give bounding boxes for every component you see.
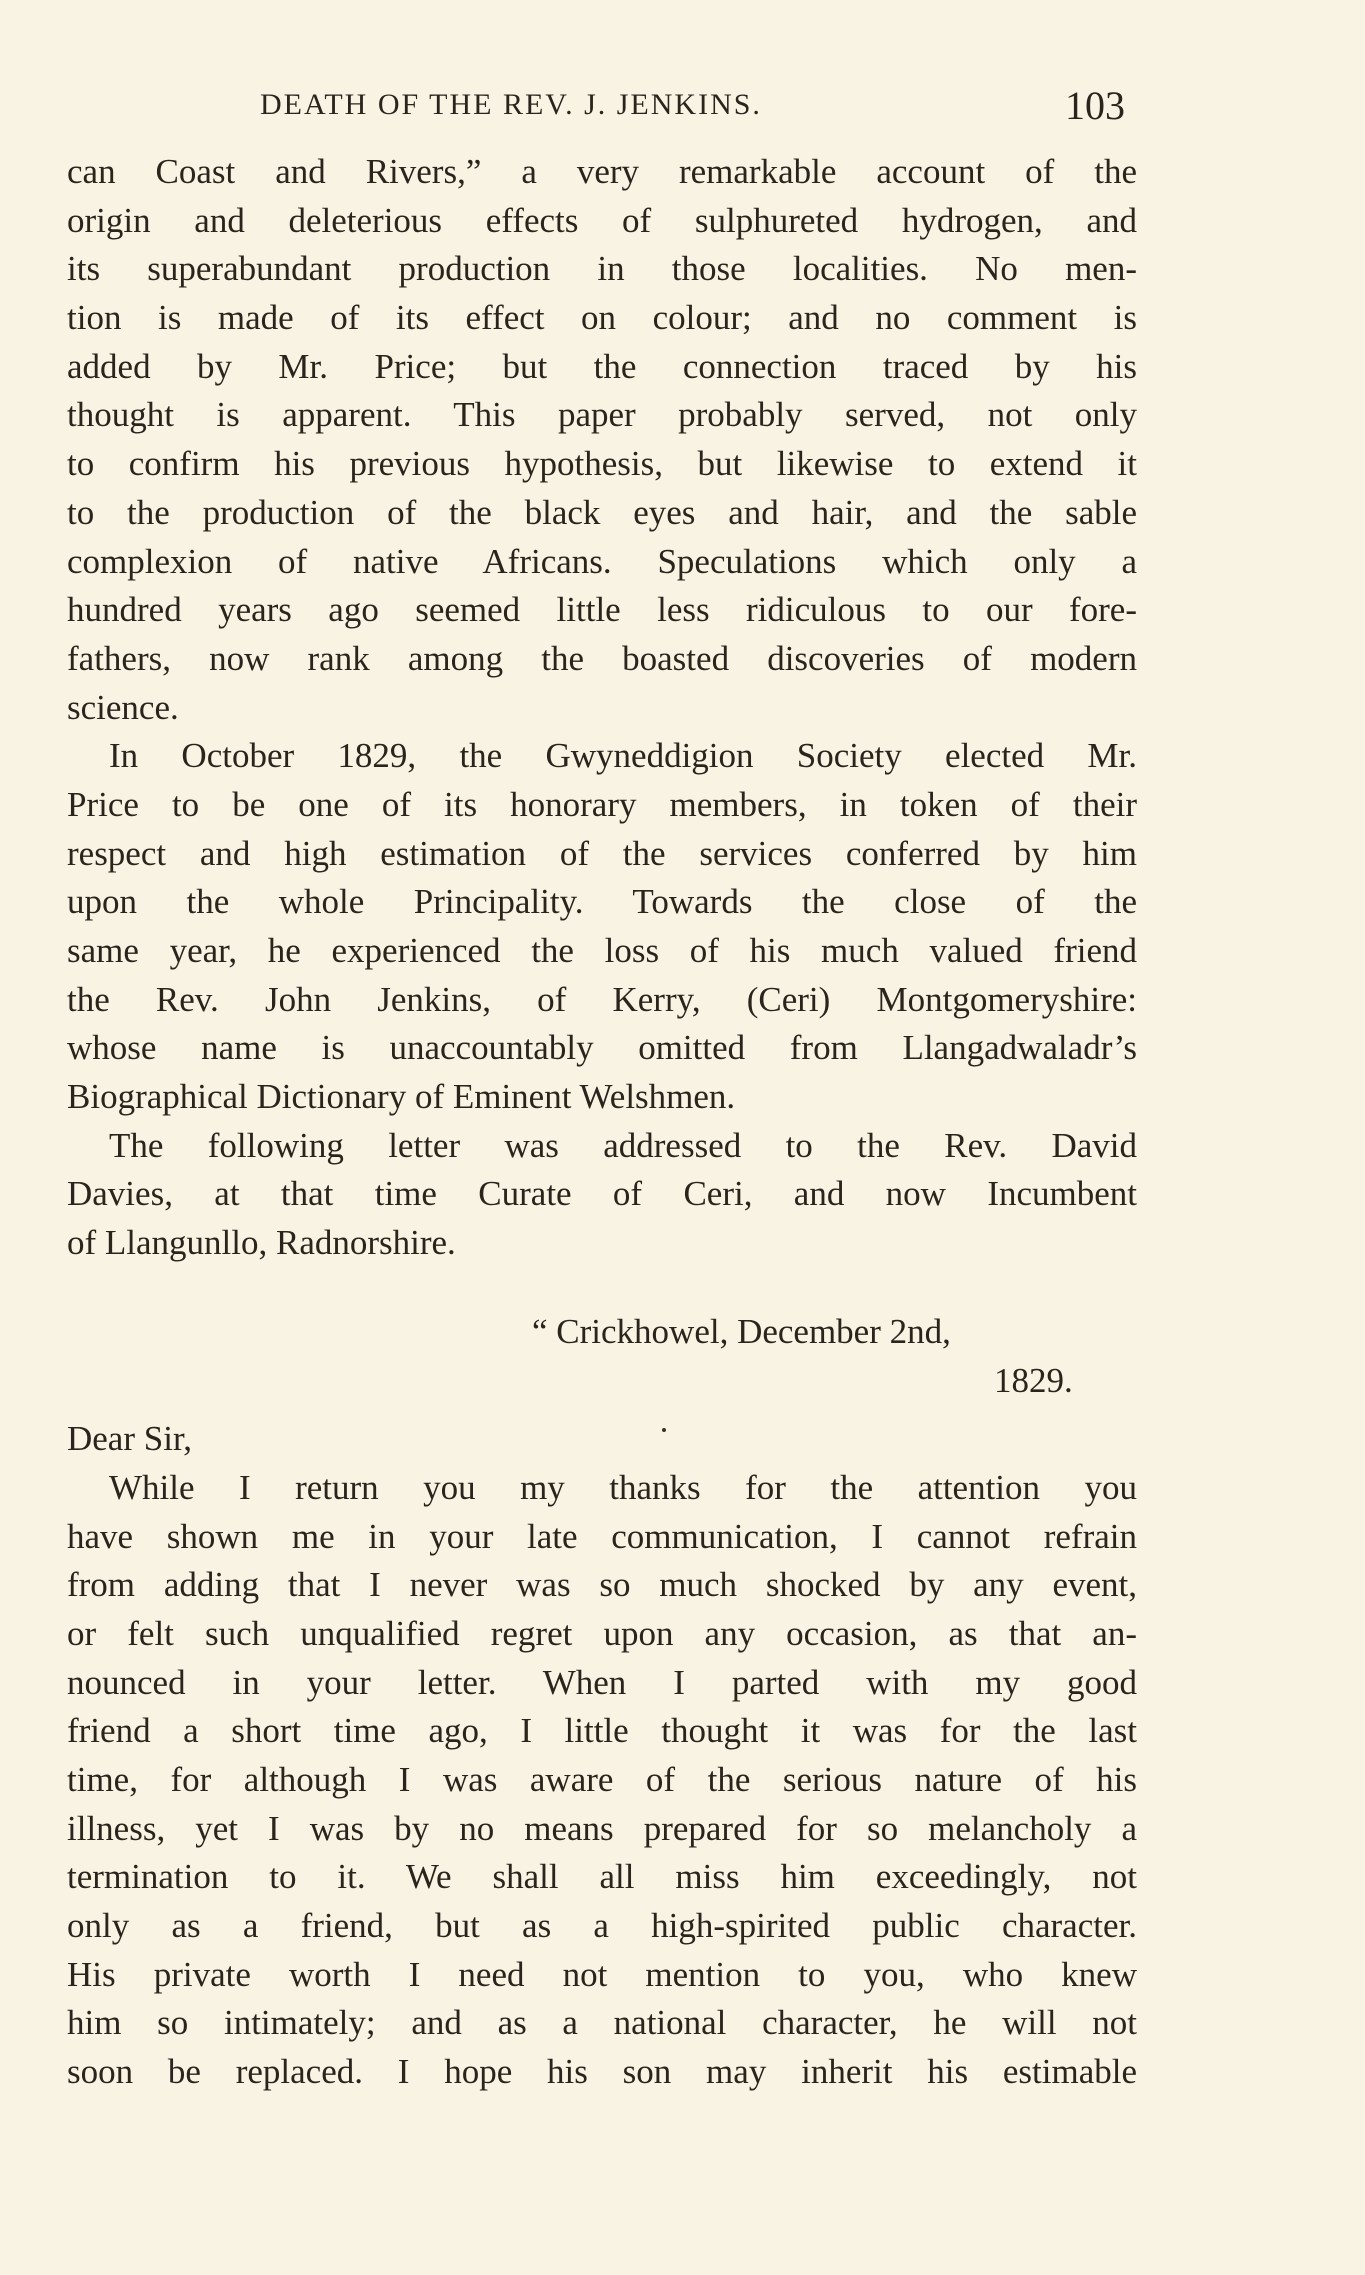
running-title: DEATH OF THE REV. J. JENKINS. xyxy=(260,88,762,121)
paragraph-2 xyxy=(67,732,1137,1122)
text-line: added by Mr. Price; but the connection traced by his xyxy=(67,346,1137,386)
text-line: the Rev. John Jenkins, of Kerry, (Ceri) Montgomeryshire: xyxy=(67,979,1137,1019)
text-line: same year, he experienced the loss of his much valued friend xyxy=(67,931,1137,970)
text-line: whose name is unaccountably omitted from Llangadwaladr’s xyxy=(67,1028,1137,1068)
text-line: upon the whole Principality. Towards the close of the xyxy=(67,882,1137,922)
text-line: fathers, now rank among the boasted discoveries of modern xyxy=(67,638,1137,678)
letter-dateline: “ Crickhowel, December 2nd, xyxy=(532,1311,951,1351)
text-line: from adding that I never was so much shocked by any event, xyxy=(67,1565,1137,1605)
text-line: The following letter was addressed to the Rev. David xyxy=(109,1125,1137,1165)
text-line: or felt such unqualified regret upon any occasion, as that an- xyxy=(67,1613,1137,1653)
text-line: illness, yet I was by no means prepared for so melancholy a xyxy=(67,1808,1137,1848)
spacer xyxy=(67,1268,1137,1308)
ink-speck xyxy=(662,1428,666,1432)
text-line: Biographical Dictionary of Eminent Welshmen. xyxy=(67,1077,736,1117)
text-line: thought is apparent. This paper probably served, not only xyxy=(67,395,1137,435)
text-line: nounced in your letter. When I parted with my good xyxy=(67,1662,1137,1702)
body-text xyxy=(67,148,1137,2097)
text-line: science. xyxy=(67,687,179,727)
letter xyxy=(67,1308,1137,2097)
text-line: His private worth I need not mention to you, who knew xyxy=(67,1954,1137,1994)
text-line: respect and high estimation of the services conferred by him xyxy=(67,833,1137,873)
text-line: of Llangunllo, Radnorshire. xyxy=(67,1223,456,1263)
text-line: termination to it. We shall all miss him exceedingly, not xyxy=(67,1857,1137,1897)
text-line: have shown me in your late communication, I cannot refrain xyxy=(67,1516,1137,1556)
text-line: origin and deleterious effects of sulphureted hydrogen, and xyxy=(67,200,1137,240)
text-line: complexion of native Africans. Speculations which only a xyxy=(67,541,1137,581)
text-line: friend a short time ago, I little thought it was for the last xyxy=(67,1711,1137,1751)
running-head xyxy=(260,82,1160,132)
text-line: Davies, at that time Curate of Ceri, and now Incumbent xyxy=(67,1174,1137,1214)
text-line: him so intimately; and as a national character, he will not xyxy=(67,2003,1137,2043)
paragraph-1 xyxy=(67,148,1137,732)
text-line: to confirm his previous hypothesis, but likewise to extend it xyxy=(67,444,1137,484)
text-line: only as a friend, but as a high-spirited public character. xyxy=(67,1906,1137,1946)
paragraph-3 xyxy=(67,1122,1137,1268)
text-line: In October 1829, the Gwyneddigion Society elected Mr. xyxy=(109,736,1137,776)
text-line: time, for although I was aware of the serious nature of his xyxy=(67,1760,1137,1799)
text-line: While I return you my thanks for the attention you xyxy=(109,1467,1137,1507)
text-line: Price to be one of its honorary members, in token of their xyxy=(67,784,1137,824)
text-line: soon be replaced. I hope his son may inherit his estimable xyxy=(67,2052,1137,2092)
text-line: its superabundant production in those localities. No men- xyxy=(67,249,1137,289)
text-line: hundred years ago seemed little less ridiculous to our fore- xyxy=(67,590,1137,630)
letter-salutation: Dear Sir, xyxy=(67,1419,192,1459)
text-line: to the production of the black eyes and hair, and the sable xyxy=(67,492,1137,532)
text-line: can Coast and Rivers,” a very remarkable account of the xyxy=(67,152,1137,191)
text-line: tion is made of its effect on colour; and no comment is xyxy=(67,298,1137,338)
letter-date-year: 1829. xyxy=(994,1360,1073,1400)
page-number: 103 xyxy=(1065,83,1125,128)
